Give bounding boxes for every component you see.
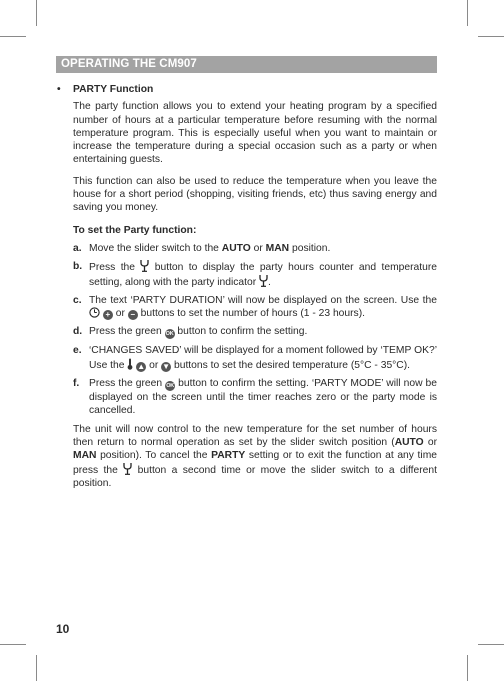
function-body: [57, 100, 437, 490]
procedure-heading: To set the Party function:: [73, 224, 197, 236]
thermometer-icon: [127, 358, 133, 370]
closing-paragraph: [73, 423, 437, 490]
step-text: button to confirm the setting.: [174, 326, 308, 338]
page-number: 10: [56, 622, 70, 636]
step-b: [73, 260, 437, 289]
closing-text: position). To cancel the: [96, 450, 212, 462]
step-e: [73, 344, 437, 372]
step-text: or: [250, 242, 266, 254]
section-header-bar: OPERATING THE CM907: [56, 56, 437, 73]
bullet-dot: •: [57, 84, 61, 95]
plus-button-icon: +: [103, 310, 113, 320]
man-label: MAN: [265, 242, 290, 254]
crop-mark: [36, 655, 37, 681]
clock-icon: [89, 307, 100, 318]
step-f: [73, 377, 437, 418]
crop-mark: [0, 36, 26, 37]
step-text: ‘CHANGES SAVED’ will be displayed for a moment followed by ‘TEMP OK?’ Use the: [89, 345, 437, 371]
crop-mark: [36, 0, 37, 26]
closing-text: setting or to exit the function at any time press the: [73, 450, 437, 476]
step-d: [73, 325, 437, 339]
step-c: [73, 294, 437, 321]
step-letter: a.: [73, 242, 82, 254]
step-text: buttons to set the desired temperature (5°C - 35°C).: [171, 359, 411, 371]
man-label: MAN: [73, 450, 97, 462]
crop-mark: [467, 655, 468, 681]
step-letter: c.: [73, 294, 82, 306]
step-letter: e.: [73, 345, 82, 357]
crop-mark: [467, 0, 468, 26]
function-heading-text: PARTY Function: [73, 84, 154, 95]
crop-mark: [0, 644, 26, 645]
party-label: PARTY: [211, 450, 246, 462]
step-text: button to confirm the setting. ‘PARTY MODE’ will now be displayed on the screen until the timer reaches zero or the party mode is cancelled.: [89, 378, 437, 417]
ok-button-icon: OK: [165, 331, 174, 338]
down-button-icon: ▼: [162, 361, 171, 371]
step-text: .: [268, 276, 271, 288]
step-text: or: [112, 308, 128, 320]
up-button-icon: ▲: [137, 361, 146, 371]
step-text: Move the slider switch to the: [89, 242, 222, 254]
procedure-steps: [73, 242, 437, 418]
closing-text: or: [423, 436, 437, 448]
step-text: or: [146, 359, 162, 371]
step-text: button to display the party hours counter and temperature setting, along with the party indicator: [89, 262, 437, 288]
intro-paragraph: The party function allows you to extend your heating program by a specified number of hours at a particular temperature before resuming with the normal temperature program. This is especially useful when you want to maintain or increase the temperature during a special occasion such as a party or when entertaining guests.: [73, 101, 437, 166]
step-text: position.: [289, 242, 331, 254]
ok-button-icon: OK: [166, 383, 175, 390]
party-indicator-icon: [259, 275, 268, 287]
step-letter: b.: [73, 261, 83, 273]
auto-label: AUTO: [221, 242, 251, 254]
energy-paragraph: This function can also be used to reduce the temperature when you leave the house for a short period (shopping, visiting friends, etc) thus saving energy and saving you money.: [73, 175, 437, 214]
crop-mark: [478, 644, 504, 645]
closing-text: button a second time or move the slider switch to a different position.: [73, 464, 437, 489]
step-letter: d.: [73, 326, 83, 338]
closing-text: The unit will now control to the new temperature for the set number of hours then return to normal operation as set by the slider switch position (: [73, 423, 437, 448]
step-letter: f.: [73, 378, 80, 390]
step-text: buttons to set the number of hours (1 - 23 hours).: [137, 308, 365, 320]
auto-label: AUTO: [394, 436, 424, 448]
page-content: [57, 83, 437, 490]
step-text: The text ‘PARTY DURATION’ will now be displayed on the screen. Use the: [89, 294, 437, 306]
party-glass-icon: [123, 463, 132, 475]
crop-mark: [478, 36, 504, 37]
function-heading: [57, 83, 437, 96]
step-a: [73, 242, 437, 255]
minus-button-icon: −: [128, 310, 138, 320]
step-text: Press the: [89, 262, 141, 274]
step-text: Press the green: [89, 378, 166, 390]
step-text: Press the green: [89, 326, 165, 338]
